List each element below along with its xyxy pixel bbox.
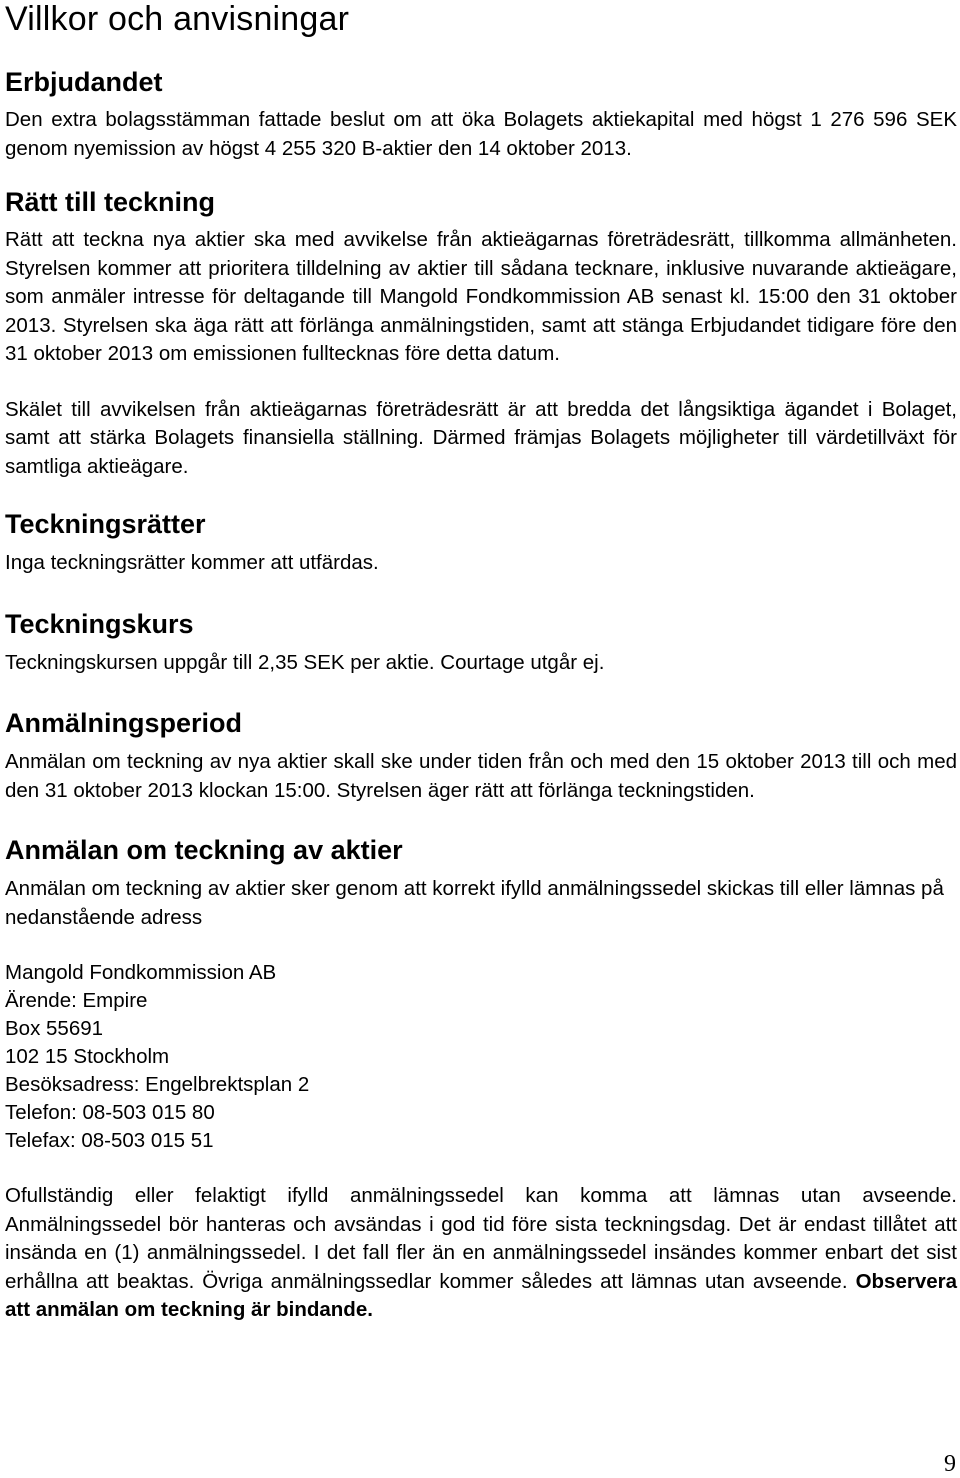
address-line: Box 55691 xyxy=(5,1017,104,1040)
paragraph-erbjudandet: Den extra bolagsstämman fattade beslut om att öka Bolagets aktiekapital med högst 1 276 596 SEK genom nyemission av högst 4 255 320 B-aktier den 14 oktober 2013. xyxy=(5,108,957,160)
paragraph-teckningsratter: Inga teckningsrätter kommer att utfärdas. xyxy=(5,551,379,574)
address-line: Telefon: 08-503 015 80 xyxy=(5,1101,215,1124)
paragraph-anmalningsperiod: Anmälan om teckning av nya aktier skall ske under tiden från och med den 15 oktober 2013 till och med den 31 oktober 2013 klockan 15:00. Styrelsen äger rätt att förlänga teckningstiden. xyxy=(5,750,957,802)
document-page xyxy=(5,0,957,1325)
address-line: 102 15 Stockholm xyxy=(5,1045,170,1068)
paragraph-teckningskurs: Teckningskursen uppgår till 2,35 SEK per aktie. Courtage utgår ej. xyxy=(5,650,605,674)
address-line: Telefax: 08-503 015 51 xyxy=(5,1129,214,1152)
heading-teckningskurs: Teckningskurs xyxy=(5,608,194,639)
address-line: Mangold Fondkommission AB xyxy=(5,961,277,984)
paragraph-anmalan-intro: Anmälan om teckning av aktier sker genom att korrekt ifylld anmälningssedel skickas till eller lämnas på nedanstående adress xyxy=(5,877,944,929)
closing-text: Ofullständig eller felaktigt ifylld anmälningssedel kan komma att lämnas utan avseende. Anmälningssedel bör hanteras och avsändas i god tid före sista teckningsdag. Det är endast tillåtet att insända en (1) anmälningssedel. I det fall fler än en anmälningssedel insändes kommer enbart det sist erhållna att beaktas. Övriga anmälningssedlar kommer således att lämnas utan avseende. xyxy=(5,1184,957,1293)
paragraph-anmalan-closing xyxy=(5,1182,957,1325)
paragraph-ratt-till-teckning-2: Skälet till avvikelsen från aktieägarnas företrädesrätt är att bredda det långsiktiga ägandet i Bolaget, samt att stärka Bolagets finansiella ställning. Därmed främjas Bolagets möjligheter till värdetillväxt för samtliga aktieägare. xyxy=(5,397,957,478)
heading-anmalan-om-teckning: Anmälan om teckning av aktier xyxy=(5,835,403,865)
paragraph-ratt-till-teckning-1: Rätt att teckna nya aktier ska med avvikelse från aktieägarnas företrädesrätt, tillkomma allmänheten. Styrelsen kommer att prioritera tilldelning av aktier till sådana tecknare, inklusive nuvarande aktieägare, som anmäler intresse för deltagande till Mangold Fondkommission AB senast kl. 15:00 den 31 oktober 2013. Styrelsen ska äga rätt att förlänga anmälningstiden, samt att stänga Erbjudandet tidigare före den 31 oktober 2013 om emissionen fulltecknas före detta datum. xyxy=(5,228,957,365)
heading-erbjudandet: Erbjudandet xyxy=(5,67,163,97)
address-line: Ärende: Empire xyxy=(5,989,148,1012)
address-line: Besöksadress: Engelbrektsplan 2 xyxy=(5,1073,310,1096)
heading-ratt-till-teckning: Rätt till teckning xyxy=(5,187,216,217)
closing-bold-notice: Observera att anmälan om teckning är bindande. xyxy=(5,1269,958,1321)
heading-teckningsratter: Teckningsrätter xyxy=(5,509,206,539)
address-block xyxy=(5,959,957,1155)
heading-anmalningsperiod: Anmälningsperiod xyxy=(5,708,243,738)
page-number: 9 xyxy=(944,1451,956,1477)
page-title: Villkor och anvisningar xyxy=(5,0,350,38)
